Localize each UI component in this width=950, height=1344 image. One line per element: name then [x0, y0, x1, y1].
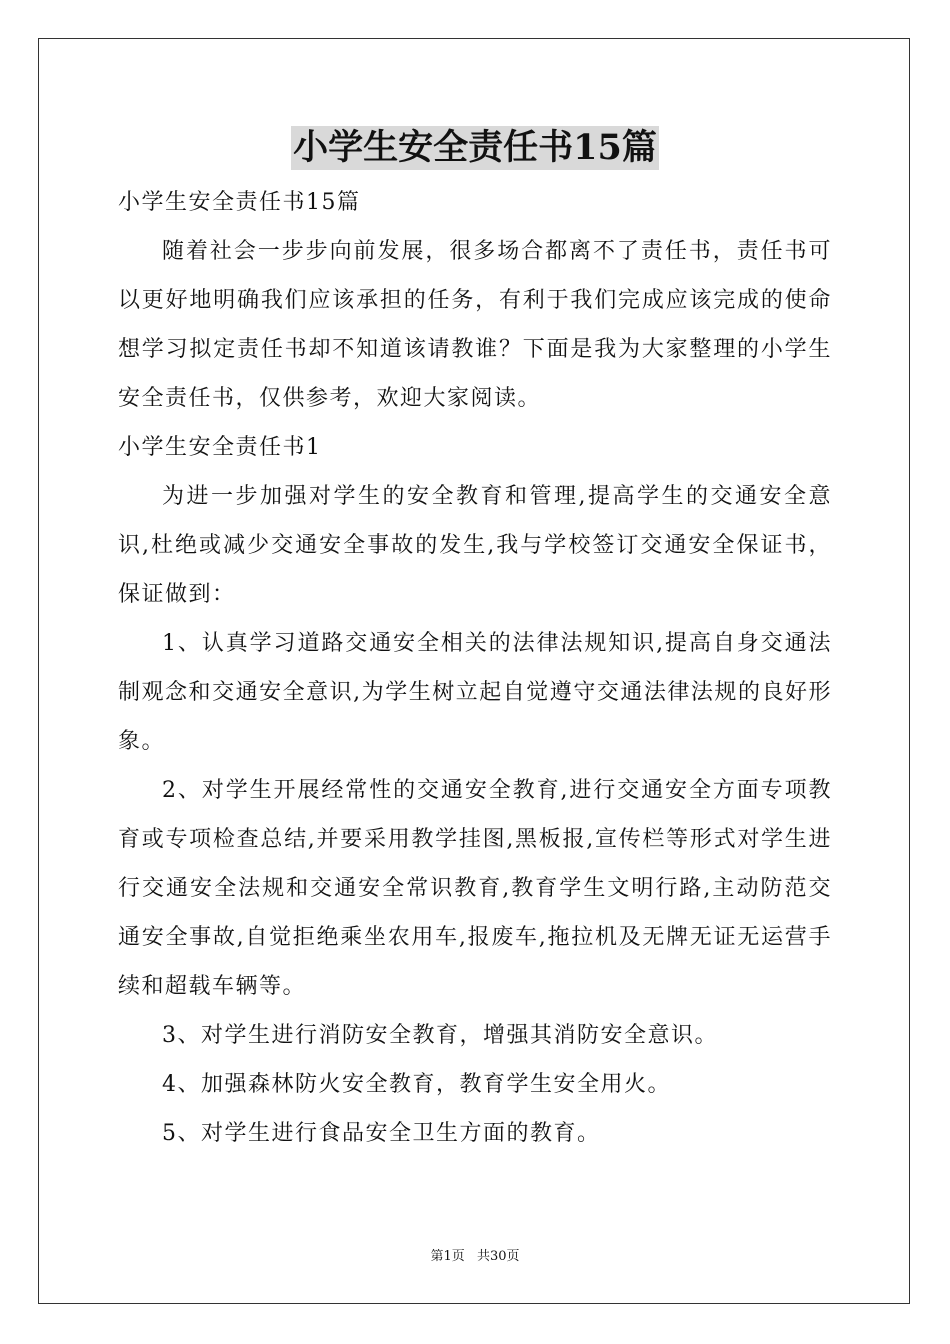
page-footer: [0, 1248, 950, 1266]
page-number: 第1页: [430, 1249, 465, 1264]
page-total: 共30页: [476, 1249, 520, 1264]
section-item-4: 4、加强森林防火安全教育，教育学生安全用火。: [162, 1072, 671, 1097]
section-item-1: 1、认真学习道路交通安全相关的法律法规知识,提高自身交通法制观念和交通安全意识,为学生树立起自觉遵守交通法律法规的良好形象。: [118, 631, 832, 754]
title-container: [0, 126, 950, 170]
document-body: [118, 178, 832, 1158]
section-item-3: 3、对学生进行消防安全教育，增强其消防安全意识。: [162, 1023, 718, 1048]
section-paragraph-intro: 为进一步加强对学生的安全教育和管理,提高学生的交通安全意识,杜绝或减少交通安全事故的发生,我与学校签订交通安全保证书，保证做到：: [118, 484, 832, 607]
document-subtitle: 小学生安全责任书15篇: [118, 190, 361, 215]
intro-paragraph: 随着社会一步步向前发展，很多场合都离不了责任书，责任书可以更好地明确我们应该承担的任务，有利于我们完成应该完成的使命想学习拟定责任书却不知道该请教谁？下面是我为大家整理的小学生安全责任书，仅供参考，欢迎大家阅读。: [118, 239, 832, 411]
document-title: 小学生安全责任书15篇: [293, 127, 657, 168]
section-heading: 小学生安全责任书1: [118, 435, 322, 460]
section-item-5: 5、对学生进行食品安全卫生方面的教育。: [162, 1121, 601, 1146]
section-item-2: 2、对学生开展经常性的交通安全教育,进行交通安全方面专项教育或专项检查总结,并要采用教学挂图,黑板报,宣传栏等形式对学生进行交通安全法规和交通安全常识教育,教育学生文明行路,主动防范交通安全事故,自觉拒绝乘坐农用车,报废车,拖拉机及无牌无证无运营手续和超载车辆等。: [118, 778, 832, 999]
